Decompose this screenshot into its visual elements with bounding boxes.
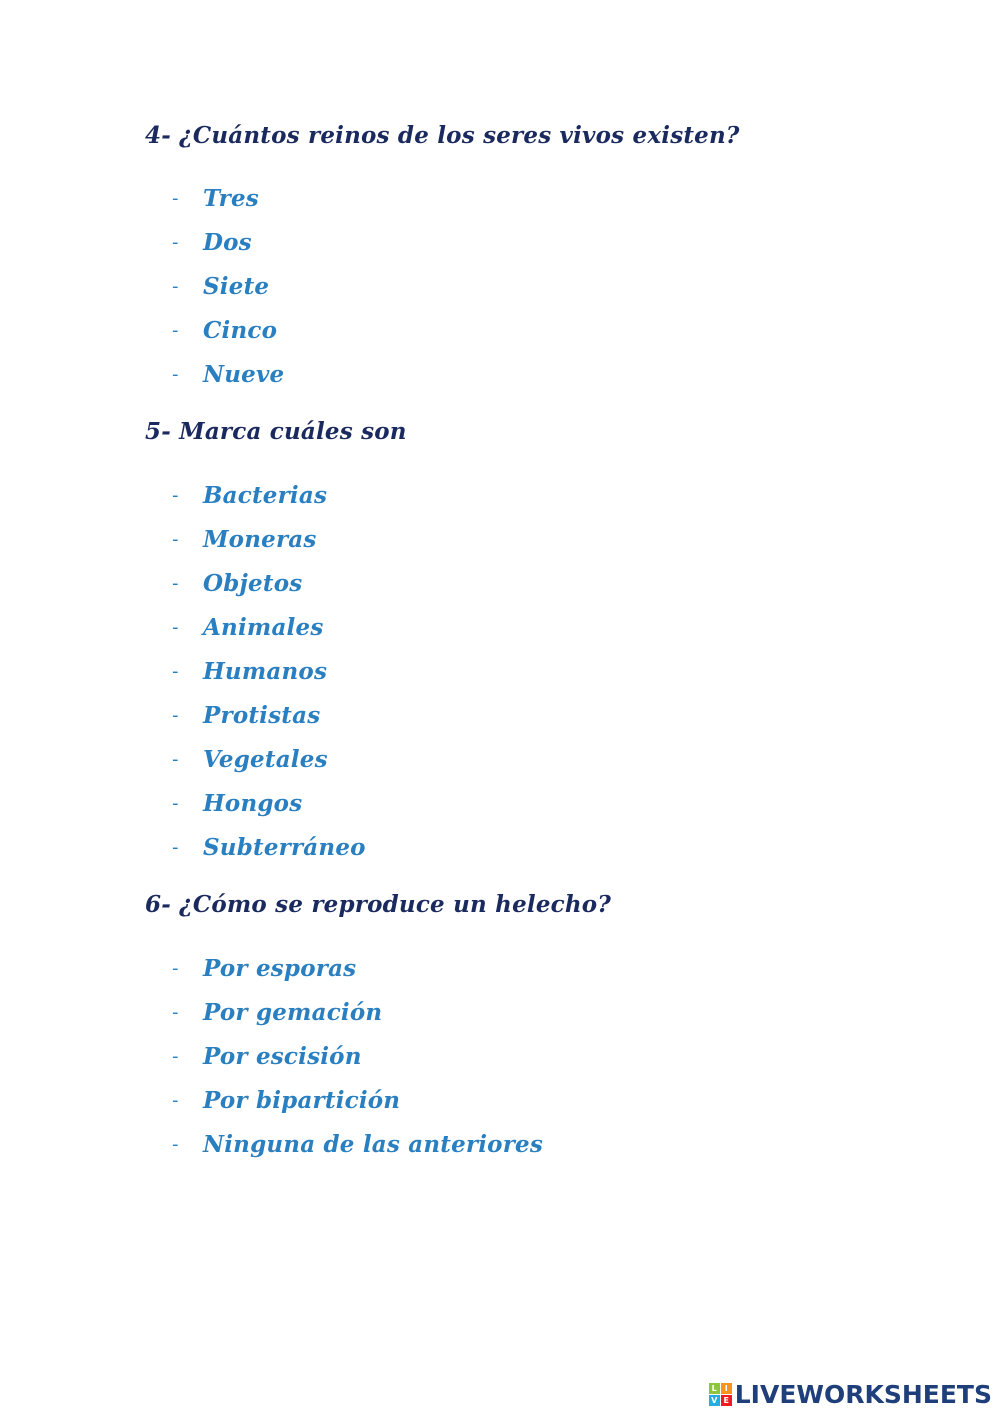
option-label: Moneras: [203, 525, 317, 553]
question-5-options: [172, 473, 366, 869]
option-dos[interactable]: [172, 220, 284, 264]
bullet-dash: -: [172, 1045, 179, 1067]
option-label: Subterráneo: [203, 833, 366, 861]
option-nueve[interactable]: [172, 352, 284, 396]
option-label: Por escisión: [203, 1042, 362, 1070]
option-label: Humanos: [203, 657, 328, 685]
option-por-gemacion[interactable]: [172, 990, 543, 1034]
option-humanos[interactable]: [172, 649, 366, 693]
bullet-dash: -: [172, 187, 179, 209]
question-6-options: [172, 946, 543, 1166]
bullet-dash: -: [172, 484, 179, 506]
bullet-dash: -: [172, 660, 179, 682]
bullet-dash: -: [172, 1001, 179, 1023]
option-objetos[interactable]: [172, 561, 366, 605]
bullet-dash: -: [172, 319, 179, 341]
option-siete[interactable]: [172, 264, 284, 308]
option-label: Tres: [203, 184, 259, 212]
bullet-dash: -: [172, 528, 179, 550]
logo-letter: E: [721, 1395, 732, 1406]
bullet-dash: -: [172, 1089, 179, 1111]
option-label: Cinco: [203, 316, 278, 344]
question-5-title: 5- Marca cuáles son: [145, 418, 407, 445]
liveworksheets-logo-icon: [709, 1383, 732, 1406]
option-cinco[interactable]: [172, 308, 284, 352]
logo-letter: V: [709, 1395, 720, 1406]
bullet-dash: -: [172, 957, 179, 979]
bullet-dash: -: [172, 275, 179, 297]
bullet-dash: -: [172, 748, 179, 770]
option-label: Por esporas: [203, 954, 357, 982]
option-tres[interactable]: [172, 176, 284, 220]
option-hongos[interactable]: [172, 781, 366, 825]
option-label: Siete: [203, 272, 270, 300]
question-6-title: 6- ¿Cómo se reproduce un helecho?: [145, 891, 612, 918]
option-label: Hongos: [203, 789, 303, 817]
bullet-dash: -: [172, 704, 179, 726]
option-label: Bacterias: [203, 481, 328, 509]
bullet-dash: -: [172, 1133, 179, 1155]
bullet-dash: -: [172, 836, 179, 858]
question-4-options: [172, 176, 284, 396]
option-label: Por gemación: [203, 998, 383, 1026]
option-label: Protistas: [203, 701, 321, 729]
option-protistas[interactable]: [172, 693, 366, 737]
option-label: Nueve: [203, 360, 285, 388]
option-label: Por bipartición: [203, 1086, 401, 1114]
option-label: Animales: [203, 613, 324, 641]
option-por-escision[interactable]: [172, 1034, 543, 1078]
logo-letter: L: [709, 1383, 720, 1394]
brand-name: LIVEWORKSHEETS: [734, 1379, 992, 1409]
liveworksheets-watermark: [709, 1381, 992, 1407]
option-subterraneo[interactable]: [172, 825, 366, 869]
option-label: Objetos: [203, 569, 303, 597]
logo-letter: I: [721, 1383, 732, 1394]
bullet-dash: -: [172, 231, 179, 253]
option-por-biparticion[interactable]: [172, 1078, 543, 1122]
option-por-esporas[interactable]: [172, 946, 543, 990]
bullet-dash: -: [172, 616, 179, 638]
question-4-title: 4- ¿Cuántos reinos de los seres vivos existen?: [145, 122, 740, 149]
option-animales[interactable]: [172, 605, 366, 649]
option-ninguna[interactable]: [172, 1122, 543, 1166]
bullet-dash: -: [172, 792, 179, 814]
option-vegetales[interactable]: [172, 737, 366, 781]
option-moneras[interactable]: [172, 517, 366, 561]
option-bacterias[interactable]: [172, 473, 366, 517]
bullet-dash: -: [172, 572, 179, 594]
option-label: Vegetales: [203, 745, 328, 773]
bullet-dash: -: [172, 363, 179, 385]
option-label: Ninguna de las anteriores: [203, 1130, 544, 1158]
option-label: Dos: [203, 228, 252, 256]
